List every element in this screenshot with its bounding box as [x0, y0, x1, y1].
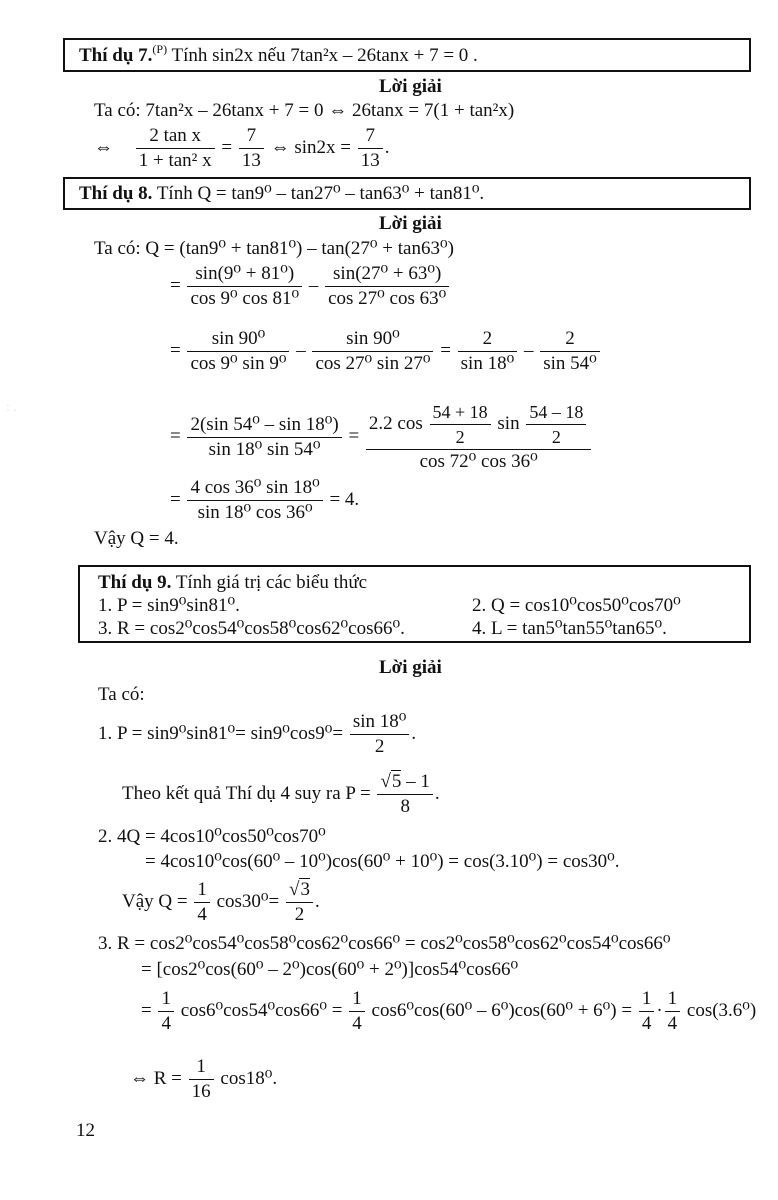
numerator: 4 cos 36⁰ sin 18⁰ [187, 476, 322, 501]
denominator: sin 54⁰ [543, 353, 597, 374]
numerator: 1 [194, 878, 210, 903]
fraction [665, 987, 681, 1036]
denominator: cos 9⁰ cos 81⁰ [190, 288, 300, 309]
denominator: 2 [551, 427, 561, 447]
fraction [349, 987, 365, 1036]
r-result-text: ⇔ R = [130, 1067, 182, 1089]
fraction [158, 987, 174, 1036]
numerator: sin(9⁰ + 81⁰) [187, 262, 302, 287]
example-9-text: Tính giá trị các biểu thức [175, 572, 368, 593]
denominator: cos 72⁰ cos 36⁰ [419, 451, 538, 472]
example-9-p-result [122, 770, 440, 819]
fraction [189, 1055, 214, 1104]
sin-label: sin [497, 412, 520, 434]
fraction [187, 262, 302, 311]
equals-sign: = [170, 274, 181, 296]
minus-sign: – [523, 339, 534, 361]
denominator: 8 [400, 796, 410, 817]
example-9-item-4: 4. L = tan5⁰tan55⁰tan65⁰. [472, 618, 667, 639]
example-9-q-result [122, 878, 320, 927]
example-7-tag: (P) [152, 41, 168, 56]
example-9-item-2: 2. Q = cos10⁰cos50⁰cos70⁰ [472, 595, 681, 616]
minus-sign: – [296, 339, 306, 361]
denominator: cos 9⁰ sin 9⁰ [190, 353, 287, 374]
r-expression-b: cos6⁰cos(60⁰ – 6⁰)cos(60⁰ + 6⁰) = [371, 999, 633, 1021]
example-8-title: Thí dụ 8. [79, 183, 153, 204]
example-8-row-3 [170, 327, 602, 376]
numerator: 2 [458, 327, 518, 352]
example-8-line-1: Ta có: Q = (tan9⁰ + tan81⁰) – tan(27⁰ + tan63⁰) [94, 238, 454, 259]
fraction [350, 710, 410, 759]
numerator: sin 90⁰ [187, 327, 289, 352]
example-7-solution-heading: Lời giải [379, 76, 442, 97]
example-8-row-4 [170, 400, 593, 474]
equals-sign: = [170, 425, 181, 447]
cos-term: cos30⁰= [216, 890, 280, 912]
equals-sign: = [170, 488, 181, 510]
numerator: 7 [358, 124, 383, 149]
numerator: 1 [639, 987, 655, 1012]
example-9-q-line-2: = 4cos10⁰cos(60⁰ – 10⁰)cos(60⁰ + 10⁰) = cos(3.10⁰) = cos30⁰. [145, 851, 620, 872]
numerator: 54 + 18 [430, 400, 491, 425]
fraction [194, 878, 210, 927]
example-8-row-5 [170, 476, 359, 525]
fraction [366, 400, 591, 474]
fraction [239, 124, 264, 173]
example-9-p-line [98, 710, 416, 759]
p-result-text: Theo kết quả Thí dụ 4 suy ra P = [122, 782, 371, 804]
r-result-tail: cos18⁰. [220, 1067, 278, 1089]
example-9-solution-heading: Lời giải [379, 657, 442, 678]
numerator: √5 – 1 [377, 770, 432, 795]
denominator: 2 [455, 427, 465, 447]
denominator: 4 [197, 904, 207, 925]
fraction [187, 476, 322, 525]
period: . [434, 782, 440, 804]
denominator: 4 [352, 1013, 362, 1034]
numerator: 2 tan x [136, 124, 215, 149]
numerator: sin(27⁰ + 63⁰) [325, 262, 449, 287]
denominator: cos 27⁰ cos 63⁰ [328, 288, 447, 309]
fraction [358, 124, 383, 173]
equals-sign: = [348, 425, 360, 447]
numerator: 2 [540, 327, 600, 352]
equiv-symbol: ⇔ [94, 136, 113, 158]
example-8-conclusion: Vậy Q = 4. [94, 528, 179, 549]
example-9-intro: Ta có: [98, 684, 145, 705]
example-7-statement [79, 41, 478, 67]
fraction [325, 262, 449, 311]
example-8-statement [79, 183, 484, 205]
dot-operator: · [656, 999, 663, 1021]
fraction [639, 987, 655, 1036]
denominator: 13 [360, 150, 380, 171]
denominator: 4 [161, 1013, 171, 1034]
equiv-expression: ⇔ sin2x = [270, 136, 351, 158]
numerator: 54 – 18 [526, 400, 586, 425]
equals-sign: = [221, 136, 233, 158]
numerator [366, 400, 591, 450]
example-9-item-3: 3. R = cos2⁰cos54⁰cos58⁰cos62⁰cos66⁰. [98, 618, 405, 639]
r-expression-a: cos6⁰cos54⁰cos66⁰ = [180, 999, 343, 1021]
example-9-r-line-3 [141, 987, 756, 1036]
example-9-r-result [130, 1055, 277, 1104]
denominator: cos 27⁰ sin 27⁰ [315, 353, 431, 374]
denominator: 4 [641, 1013, 652, 1034]
example-9-q-line-1: 2. 4Q = 4cos10⁰cos50⁰cos70⁰ [98, 826, 326, 847]
denominator: 1 + tan² x [138, 150, 212, 171]
denominator: sin 18⁰ [460, 353, 515, 374]
denominator: sin 18⁰ cos 36⁰ [197, 502, 313, 523]
period: . [411, 722, 417, 744]
numerator: sin 90⁰ [312, 327, 433, 352]
inner-fraction [526, 400, 586, 449]
numerator: 1 [665, 987, 681, 1012]
example-9-title: Thí dụ 9. [98, 572, 172, 593]
numerator-tail: – 1 [401, 771, 430, 792]
equals-sign: = [141, 999, 152, 1021]
numerator: √3 [286, 878, 313, 903]
radicand: 5 [391, 771, 402, 792]
fraction [187, 327, 289, 376]
equals-sign: = [440, 339, 451, 361]
numerator: 1 [158, 987, 174, 1012]
example-9-item-1: 1. P = sin9⁰sin81⁰. [98, 595, 240, 616]
example-9-r-line-2: = [cos2⁰cos(60⁰ – 2⁰)cos(60⁰ + 2⁰)]cos54⁰cos66⁰ [141, 959, 519, 980]
example-9-box [78, 565, 751, 643]
denominator: 16 [191, 1081, 211, 1102]
denominator: 2 [374, 736, 385, 757]
period: . [384, 136, 390, 158]
period: . [314, 890, 320, 912]
example-9-statement [98, 572, 367, 594]
denominator: sin 18⁰ sin 54⁰ [208, 438, 321, 460]
numerator: 1 [189, 1055, 214, 1080]
example-7-text: Tính sin2x nếu 7tan²x – 26tanx + 7 = 0 . [171, 45, 478, 66]
example-9-r-line-1: 3. R = cos2⁰cos54⁰cos58⁰cos62⁰cos66⁰ = cos2⁰cos58⁰cos62⁰cos54⁰cos66⁰ [98, 933, 671, 954]
equals-sign: = [170, 339, 181, 361]
example-7-line-2 [94, 124, 389, 173]
fraction [187, 413, 341, 462]
coefficient-cos: 2.2 cos [368, 412, 423, 434]
numerator: 1 [349, 987, 365, 1012]
inner-fraction [430, 400, 491, 449]
radicand: 3 [300, 879, 310, 900]
fraction [458, 327, 518, 376]
q-result-text: Vậy Q = [122, 890, 188, 912]
example-8-box [63, 177, 751, 210]
example-8-text: Tính Q = tan9⁰ – tan27⁰ – tan63⁰ + tan81⁰. [156, 183, 485, 204]
denominator: 4 [667, 1013, 678, 1034]
example-7-title: Thí dụ 7. [79, 45, 153, 66]
fraction [540, 327, 600, 376]
numerator: sin 18⁰ [350, 710, 410, 735]
page-number: 12 [76, 1120, 95, 1141]
minus-sign: – [308, 274, 319, 296]
p-expression: 1. P = sin9⁰sin81⁰= sin9⁰cos9⁰= [98, 722, 344, 744]
fraction [286, 878, 313, 927]
bleed-mark: : . [6, 400, 17, 415]
r-expression-c: cos(3.6⁰) [686, 999, 757, 1021]
example-8-solution-heading: Lời giải [379, 213, 442, 234]
result: = 4. [329, 488, 360, 510]
fraction [312, 327, 433, 376]
fraction [136, 124, 215, 173]
example-7-box [63, 38, 751, 72]
numerator: 2(sin 54⁰ – sin 18⁰) [187, 413, 341, 438]
example-8-row-2 [170, 262, 451, 311]
denominator: 2 [294, 904, 305, 925]
denominator: 13 [241, 150, 261, 171]
numerator: 7 [239, 124, 264, 149]
fraction [377, 770, 432, 819]
example-7-line-1: Ta có: 7tan²x – 26tanx + 7 = 0 ⇔ 26tanx = 7(1 + tan²x) [94, 100, 515, 121]
